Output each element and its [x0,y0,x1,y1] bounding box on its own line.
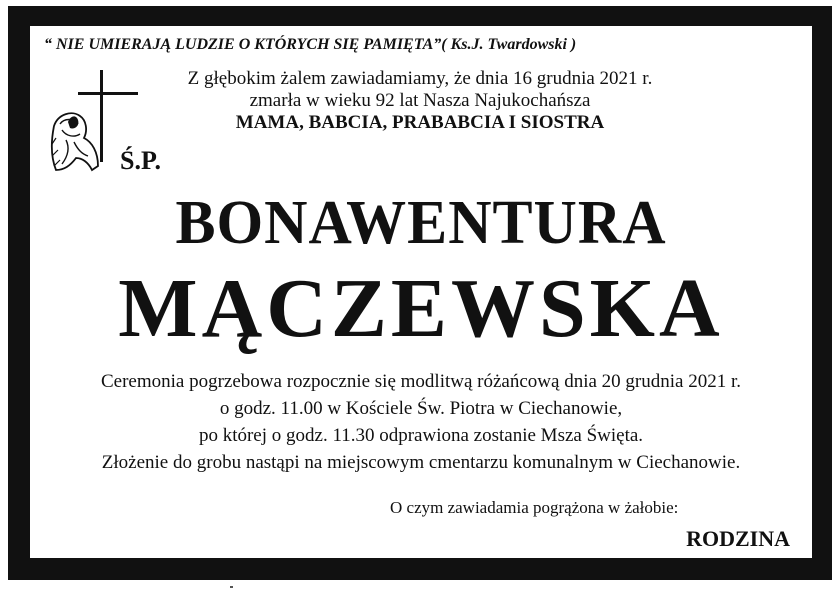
ceremony-line-4: Złożenie do grobu nastąpi na miejscowym cmentarzu komunalnym w Ciechanowie. [101,452,741,473]
ceremony-line-3: po której o godz. 11.30 odprawiona zostanie Msza Święta. [198,425,644,446]
obituary-notice [28,24,814,560]
intro-line-2: zmarła w wieku 92 lat Nasza Najukochańsza [249,90,591,111]
ceremony-line-1: Ceremonia pogrzebowa rozpocznie się modlitwą różańcową dnia 20 grudnia 2021 r. [101,371,741,392]
deceased-last-name: MĄCZEWSKA [118,262,724,355]
mourning-frame [8,6,832,580]
signature: RODZINA [686,526,790,551]
closing-line: O czym zawiadamia pogrążona w żałobie: [390,498,679,517]
scan-speck [230,586,233,588]
intro-line-1: Z głębokim żalem zawiadamiamy, że dnia 16 grudnia 2021 r. [187,68,653,89]
ceremony-details [30,368,812,476]
quote: “ NIE UMIERAJĄ LUDZIE O KTÓRYCH SIĘ PAMIĘTA”( Ks.J. Twardowski ) [44,36,577,53]
ceremony-line-2: o godz. 11.00 w Kościele Św. Piotra w Ciechanowie, [219,398,623,419]
deceased-first-name: BONAWENTURA [175,187,667,257]
prefix-sp: Ś.P. [120,146,161,175]
announcement-intro [180,68,660,134]
intro-line-3: MAMA, BABCIA, PRABABCIA I SIOSTRA [235,112,605,133]
